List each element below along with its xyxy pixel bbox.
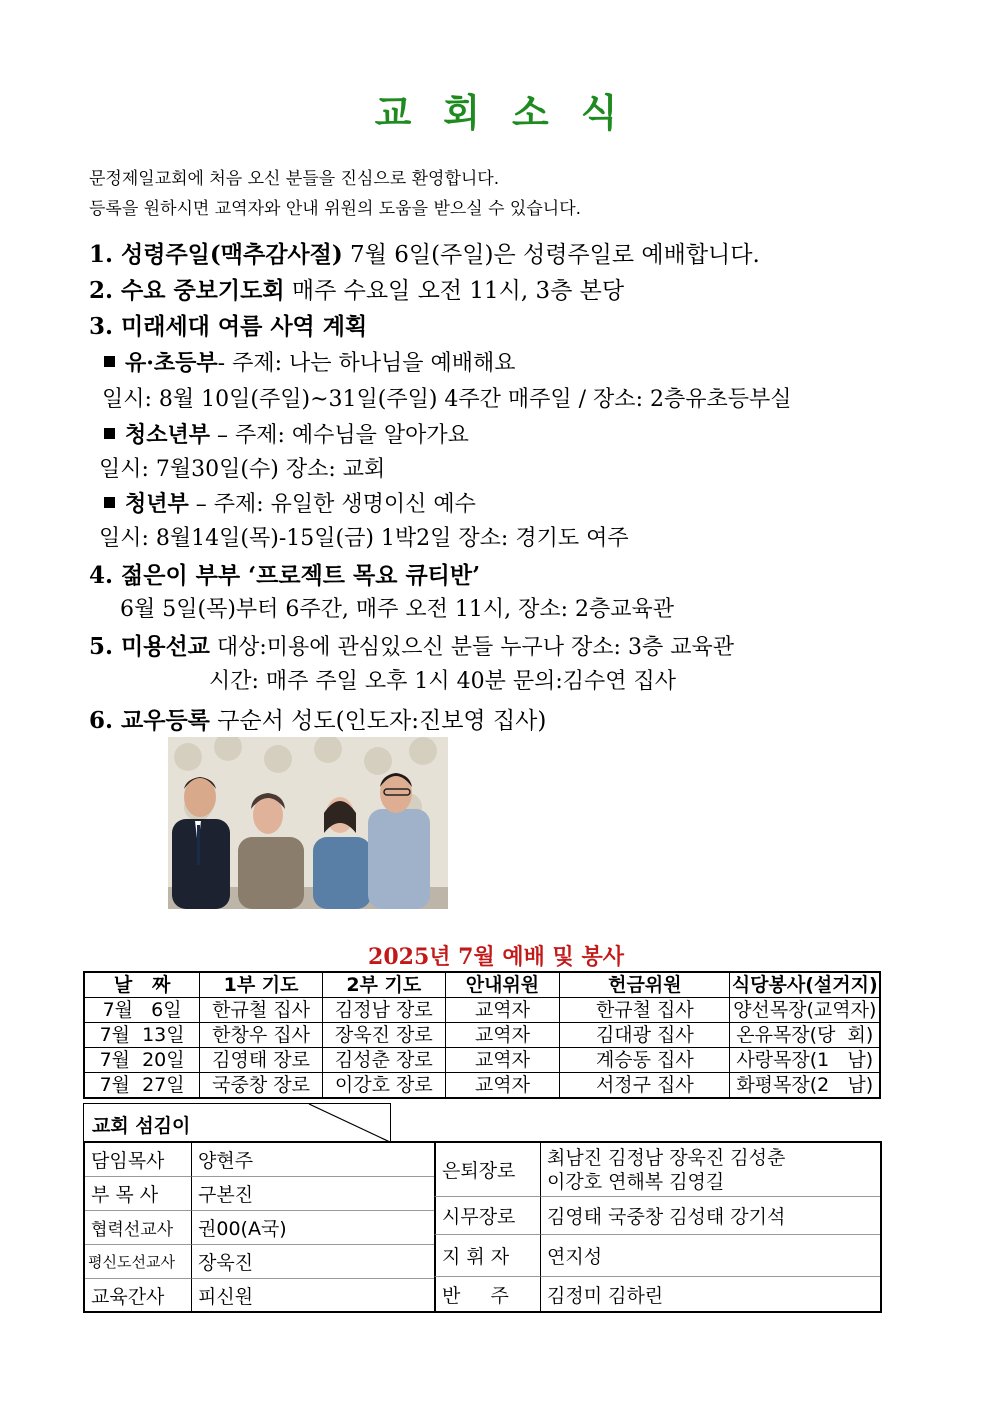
table-row	[84, 998, 880, 1023]
item-3b-date: 일시: 7월30일(수) 장소: 교회	[99, 457, 386, 482]
table-cell: 교역자	[445, 1023, 560, 1048]
staff-role: 평신도선교사	[85, 1245, 191, 1279]
table-cell: 계승동 집사	[560, 1048, 730, 1073]
item-3b-text: – 주제: 예수님을 알아가요	[210, 423, 469, 448]
header-prayer-2: 2부 기도	[322, 972, 445, 998]
table-cell: 한규철 집사	[560, 998, 730, 1023]
header-offering: 헌금위원	[560, 972, 730, 998]
table-cell: 사랑목장(1 남)	[730, 1048, 880, 1073]
staff-role: 협력선교사	[85, 1211, 191, 1245]
item-2-heading: 2. 수요 중보기도회	[89, 277, 285, 304]
table-cell: 7월 27일	[84, 1073, 200, 1099]
item-3a-text: - 주제: 나는 하나님을 예배해요	[217, 351, 516, 376]
staff-role: 은퇴장로	[434, 1143, 540, 1197]
header-kitchen: 식당봉사(설거지)	[730, 972, 880, 998]
staff-heading: 교회 섬김이	[92, 1115, 191, 1137]
table-cell: 교역자	[445, 998, 560, 1023]
table-row	[84, 1048, 880, 1073]
table-cell: 7월 13일	[84, 1023, 200, 1048]
header-date: 날 짜	[84, 972, 200, 998]
item-4-text: 6월 5일(목)부터 6주간, 매주 오전 11시, 장소: 2층교육관	[120, 597, 675, 622]
item-3c-date: 일시: 8월14일(목)-15일(금) 1박2일 장소: 경기도 여주	[99, 526, 629, 551]
table-cell: 이강호 장로	[322, 1073, 445, 1099]
staff-name: 장욱진	[191, 1245, 434, 1279]
table-cell: 김대광 집사	[560, 1023, 730, 1048]
table-cell: 김영태 장로	[200, 1048, 323, 1073]
table-cell: 서정구 집사	[560, 1073, 730, 1099]
title-char: 교	[374, 91, 412, 135]
schedule-table	[83, 971, 881, 1099]
table-row	[84, 1073, 880, 1099]
intro-line-2: 등록을 원하시면 교역자와 안내 위원의 도움을 받으실 수 있습니다.	[89, 199, 582, 219]
staff-name: 김영태 국중창 김성태 강기석	[540, 1197, 880, 1235]
table-cell: 교역자	[445, 1048, 560, 1073]
table-cell: 양선목장(교역자)	[730, 998, 880, 1023]
staff-table	[83, 1141, 882, 1313]
bullet-square-icon	[104, 428, 115, 439]
item-3c-text: – 주제: 유일한 생명이신 예수	[188, 492, 476, 517]
staff-role: 교육간사	[91, 1285, 165, 1308]
staff-name: 권00(A국)	[191, 1211, 434, 1245]
item-3c-heading: 청년부	[125, 491, 189, 517]
header-usher: 안내위원	[445, 972, 560, 998]
staff-role: 지 휘 자	[434, 1235, 540, 1277]
table-cell: 김정남 장로	[322, 998, 445, 1023]
table-cell: 교역자	[445, 1073, 560, 1099]
item-2-text: 매주 수요일 오전 11시, 3층 본당	[284, 278, 625, 304]
staff-name: 피신원	[191, 1279, 434, 1311]
table-cell: 국중창 장로	[200, 1073, 323, 1099]
table-cell: 7월 20일	[84, 1048, 200, 1073]
item-6	[89, 702, 546, 735]
item-3-heading: 3. 미래세대 여름 사역 계획	[89, 313, 368, 340]
item-1-heading: 1. 성령주일(맥추감사절)	[89, 241, 343, 268]
intro-line-1: 문정제일교회에 처음 오신 분들을 진심으로 환영합니다.	[89, 169, 500, 189]
staff-role: 시무장로	[434, 1197, 540, 1235]
item-3a	[104, 346, 516, 377]
title-char: 식	[580, 91, 618, 135]
staff-name: 연지성	[540, 1235, 880, 1277]
schedule-title: 2025년 7월 예배 및 봉사	[368, 944, 624, 970]
item-3b-heading: 청소년부	[125, 422, 211, 448]
item-5	[89, 628, 734, 661]
bullet-square-icon	[104, 356, 115, 367]
item-6-heading: 6. 교우등록	[89, 707, 210, 734]
table-cell: 화평목장(2 남)	[730, 1073, 880, 1099]
table-cell: 장욱진 장로	[322, 1023, 445, 1048]
new-member-photo	[168, 737, 448, 909]
bullet-square-icon	[104, 497, 115, 508]
item-3c	[104, 487, 476, 518]
table-cell: 한규철 집사	[200, 998, 323, 1023]
staff-heading-box	[83, 1103, 391, 1141]
item-5-text: 대상:미용에 관심있으신 분들 누구나 장소: 3층 교육관	[209, 635, 734, 660]
item-5-heading: 5. 미용선교	[89, 633, 210, 660]
item-3a-date: 일시: 8월 10일(주일)~31일(주일) 4주간 매주일 / 장소: 2층유초등부실	[102, 387, 792, 412]
staff-name-line: 최남진 김정남 장욱진 김성춘	[547, 1146, 786, 1169]
item-3b	[104, 418, 469, 449]
item-1	[89, 236, 760, 269]
page-title	[0, 82, 992, 137]
item-5-time: 시간: 매주 주일 오후 1시 40분 문의:김수연 집사	[209, 669, 677, 694]
item-3a-heading: 유·초등부	[125, 350, 218, 376]
item-4-heading: 4. 젊은이 부부 ‘프로젝트 목요 큐티반’	[89, 562, 481, 589]
staff-role: 담임목사	[85, 1143, 191, 1177]
table-row	[84, 1023, 880, 1048]
item-3	[89, 308, 367, 341]
table-cell: 한창우 집사	[200, 1023, 323, 1048]
table-cell: 김성춘 장로	[322, 1048, 445, 1073]
staff-name: 구본진	[191, 1177, 434, 1211]
item-1-text: 7월 6일(주일)은 성령주일로 예배합니다.	[342, 242, 760, 268]
table-header-row	[84, 972, 880, 998]
table-cell: 온유목장(당 회)	[730, 1023, 880, 1048]
item-6-text: 구순서 성도(인도자:진보영 집사)	[209, 708, 547, 734]
staff-name	[540, 1143, 880, 1197]
table-cell: 7월 6일	[84, 998, 200, 1023]
staff-role: 부 목 사	[85, 1177, 191, 1211]
title-char: 회	[443, 91, 480, 135]
item-4	[89, 557, 480, 590]
item-2	[89, 272, 624, 305]
staff-name-line: 이강호 연해복 김영길	[547, 1170, 725, 1193]
staff-name: 김정미 김하린	[540, 1277, 880, 1311]
staff-role: 반 주	[434, 1277, 540, 1311]
staff-name: 양현주	[191, 1143, 434, 1177]
header-prayer-1: 1부 기도	[200, 972, 323, 998]
title-char: 소	[512, 91, 549, 135]
